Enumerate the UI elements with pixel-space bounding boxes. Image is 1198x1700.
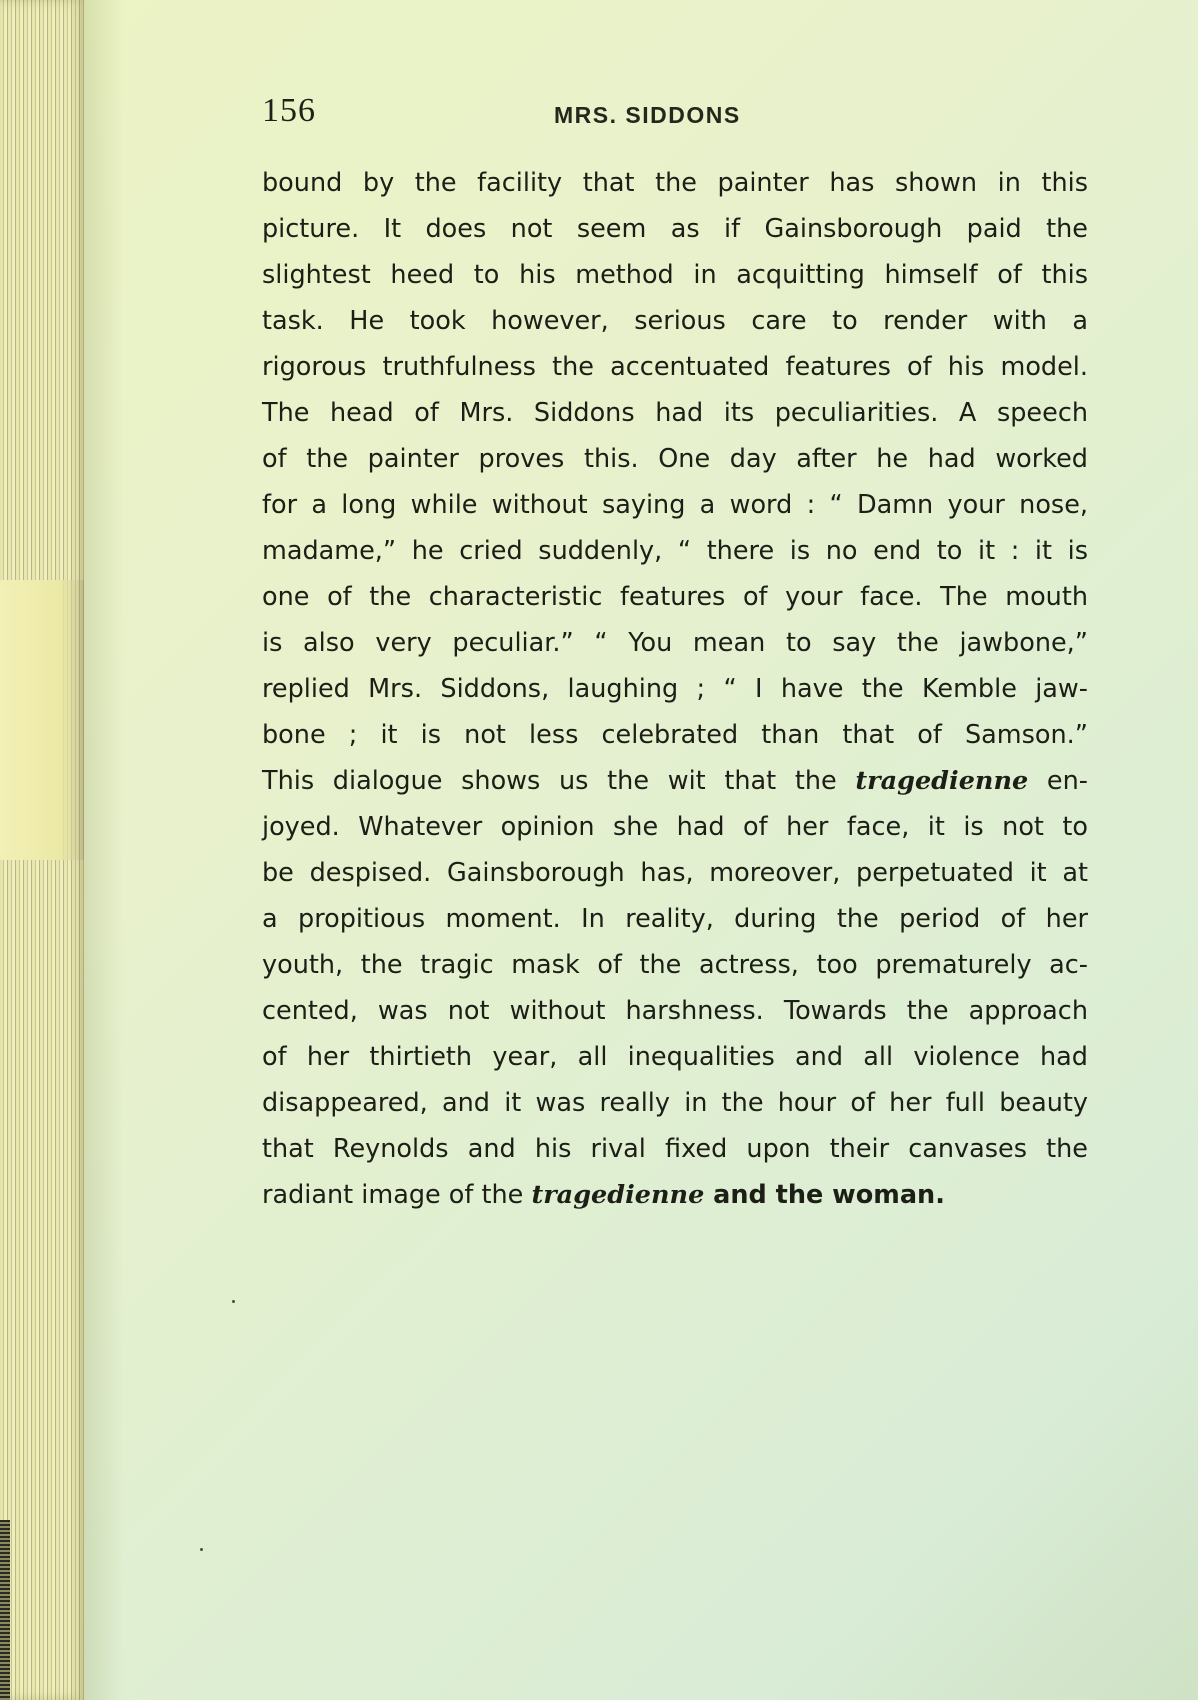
text-line: disappeared, and it was really in the hour of her full beauty [262,1088,1088,1118]
page-edge-highlight [0,580,84,860]
text-line: be despised. Gainsborough has, moreover, perpetuated it at [262,858,1088,888]
text-line: for a long while without saying a word : “ Damn your nose, [262,490,1088,520]
text-line: task. He took however, serious care to render with a [262,306,1088,336]
text-line-with-italic [262,1172,1088,1218]
text-line: is also very peculiar.” “ You mean to say the jawbone,” [262,628,1088,658]
paper-speck [232,1300,235,1303]
text-line: The head of Mrs. Siddons had its peculiarities. A speech [262,398,1088,428]
book-page-edges [0,0,84,1700]
text-line-with-italic [262,758,1088,804]
text-line: slightest heed to his method in acquitting himself of this [262,260,1088,290]
text-line: a propitious moment. In reality, during the period of her [262,904,1088,934]
paper-speck [200,1548,203,1551]
text-line: joyed. Whatever opinion she had of her face, it is not to [262,812,1088,842]
text-line: rigorous truthfulness the accentuated features of his model. [262,352,1088,382]
page-header [262,92,1084,138]
text-segment: This dialogue shows us the wit that the [262,766,856,796]
text-segment: radiant image of the [262,1180,532,1210]
text-line: picture. It does not seem as if Gainsborough paid the [262,214,1088,244]
text-line: bone ; it is not less celebrated than that of Samson.” [262,720,1088,750]
italic-term: tragedienne [531,1180,705,1210]
text-line: replied Mrs. Siddons, laughing ; “ I have the Kemble jaw- [262,674,1088,704]
page-edge-shadow [0,1520,10,1700]
text-line: cented, was not without harshness. Towards the approach [262,996,1088,1026]
gutter-shadow [84,0,124,1700]
text-line: madame,” he cried suddenly, “ there is no end to it : it is [262,536,1088,566]
body-paragraph [262,160,1088,1218]
text-segment: en- [1028,766,1088,796]
page-number: 156 [262,92,316,129]
text-line: youth, the tragic mask of the actress, too prematurely ac- [262,950,1088,980]
italic-term: tragedienne [855,766,1029,796]
text-segment: and the woman. [704,1180,945,1210]
text-line: one of the characteristic features of your face. The mouth [262,582,1088,612]
text-line: bound by the facility that the painter has shown in this [262,168,1088,198]
text-line: that Reynolds and his rival fixed upon their canvases the [262,1134,1088,1164]
text-line: of her thirtieth year, all inequalities and all violence had [262,1042,1088,1072]
text-line: of the painter proves this. One day after he had worked [262,444,1088,474]
running-head: MRS. SIDDONS [554,102,741,128]
